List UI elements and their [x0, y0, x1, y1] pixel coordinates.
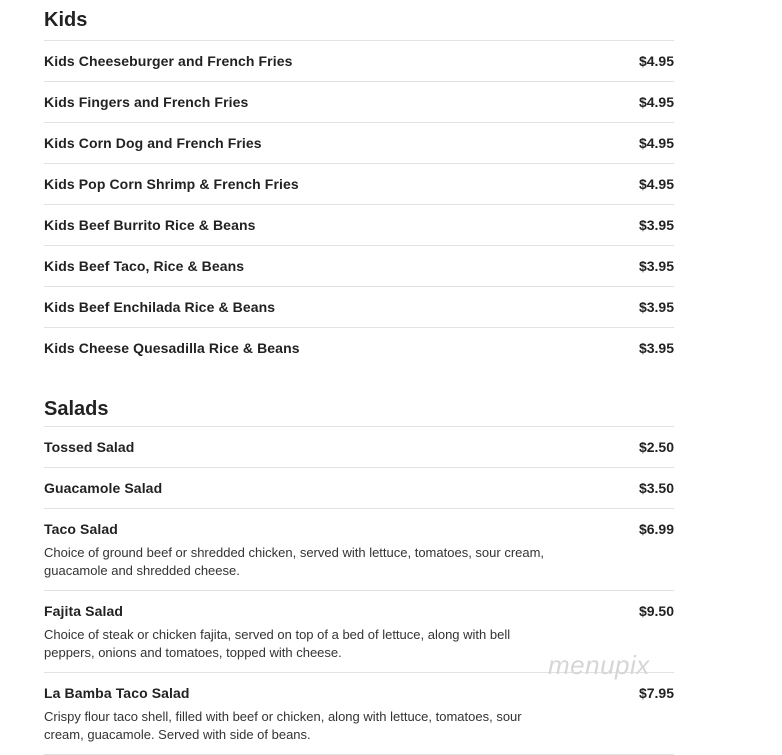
- item-price: $3.95: [638, 217, 674, 233]
- menu-item: [44, 509, 674, 591]
- menu-item: [44, 673, 674, 755]
- item-name: Kids Corn Dog and French Fries: [44, 135, 262, 151]
- item-name: Fajita Salad: [44, 603, 124, 619]
- menu-item: [44, 123, 674, 164]
- menu-item: [44, 246, 674, 287]
- item-name: Kids Beef Burrito Rice & Beans: [44, 217, 256, 233]
- item-name: Kids Pop Corn Shrimp & French Fries: [44, 176, 299, 192]
- item-name: Taco Salad: [44, 521, 118, 537]
- menu-item: [44, 41, 674, 82]
- item-price: $9.50: [638, 603, 674, 619]
- item-price: $4.95: [638, 94, 674, 110]
- item-name: Kids Fingers and French Fries: [44, 94, 249, 110]
- item-description: Crispy flour taco shell, filled with beef or chicken, along with lettuce, tomatoes, sour cream, guacamole. Served with side of beans.: [44, 709, 522, 742]
- item-name: Kids Beef Enchilada Rice & Beans: [44, 299, 276, 315]
- item-price: $2.50: [638, 439, 674, 455]
- menu-item: [44, 205, 674, 246]
- item-price: $4.95: [638, 176, 674, 192]
- item-name: Tossed Salad: [44, 439, 135, 455]
- menu: [44, 0, 674, 755]
- watermark: menupix: [548, 650, 650, 680]
- item-price: $3.95: [638, 258, 674, 274]
- item-price: $4.95: [638, 53, 674, 69]
- item-price: $3.95: [638, 340, 674, 356]
- menu-item: [44, 328, 674, 369]
- item-description: Choice of ground beef or shredded chicken, served with lettuce, tomatoes, sour cream, guacamole and shredded cheese.: [44, 545, 545, 578]
- item-name: Kids Beef Taco, Rice & Beans: [44, 258, 245, 274]
- section-title-salads: Salads: [44, 387, 674, 427]
- item-price: $3.50: [638, 480, 674, 496]
- menu-item: [44, 427, 674, 468]
- item-price: $7.95: [638, 685, 674, 701]
- menu-item: [44, 287, 674, 328]
- item-name: Guacamole Salad: [44, 480, 163, 496]
- menu-item: [44, 468, 674, 509]
- item-name: Kids Cheeseburger and French Fries: [44, 53, 293, 69]
- item-description: Choice of steak or chicken fajita, served on top of a bed of lettuce, along with bell peppers, onions and tomatoes, topped with cheese.: [44, 627, 511, 660]
- item-name: Kids Cheese Quesadilla Rice & Beans: [44, 340, 300, 356]
- section-title-kids: Kids: [44, 0, 674, 41]
- item-price: $6.99: [638, 521, 674, 537]
- menu-item: [44, 82, 674, 123]
- item-price: $4.95: [638, 135, 674, 151]
- item-price: $3.95: [638, 299, 674, 315]
- menu-item: [44, 164, 674, 205]
- item-name: La Bamba Taco Salad: [44, 685, 190, 701]
